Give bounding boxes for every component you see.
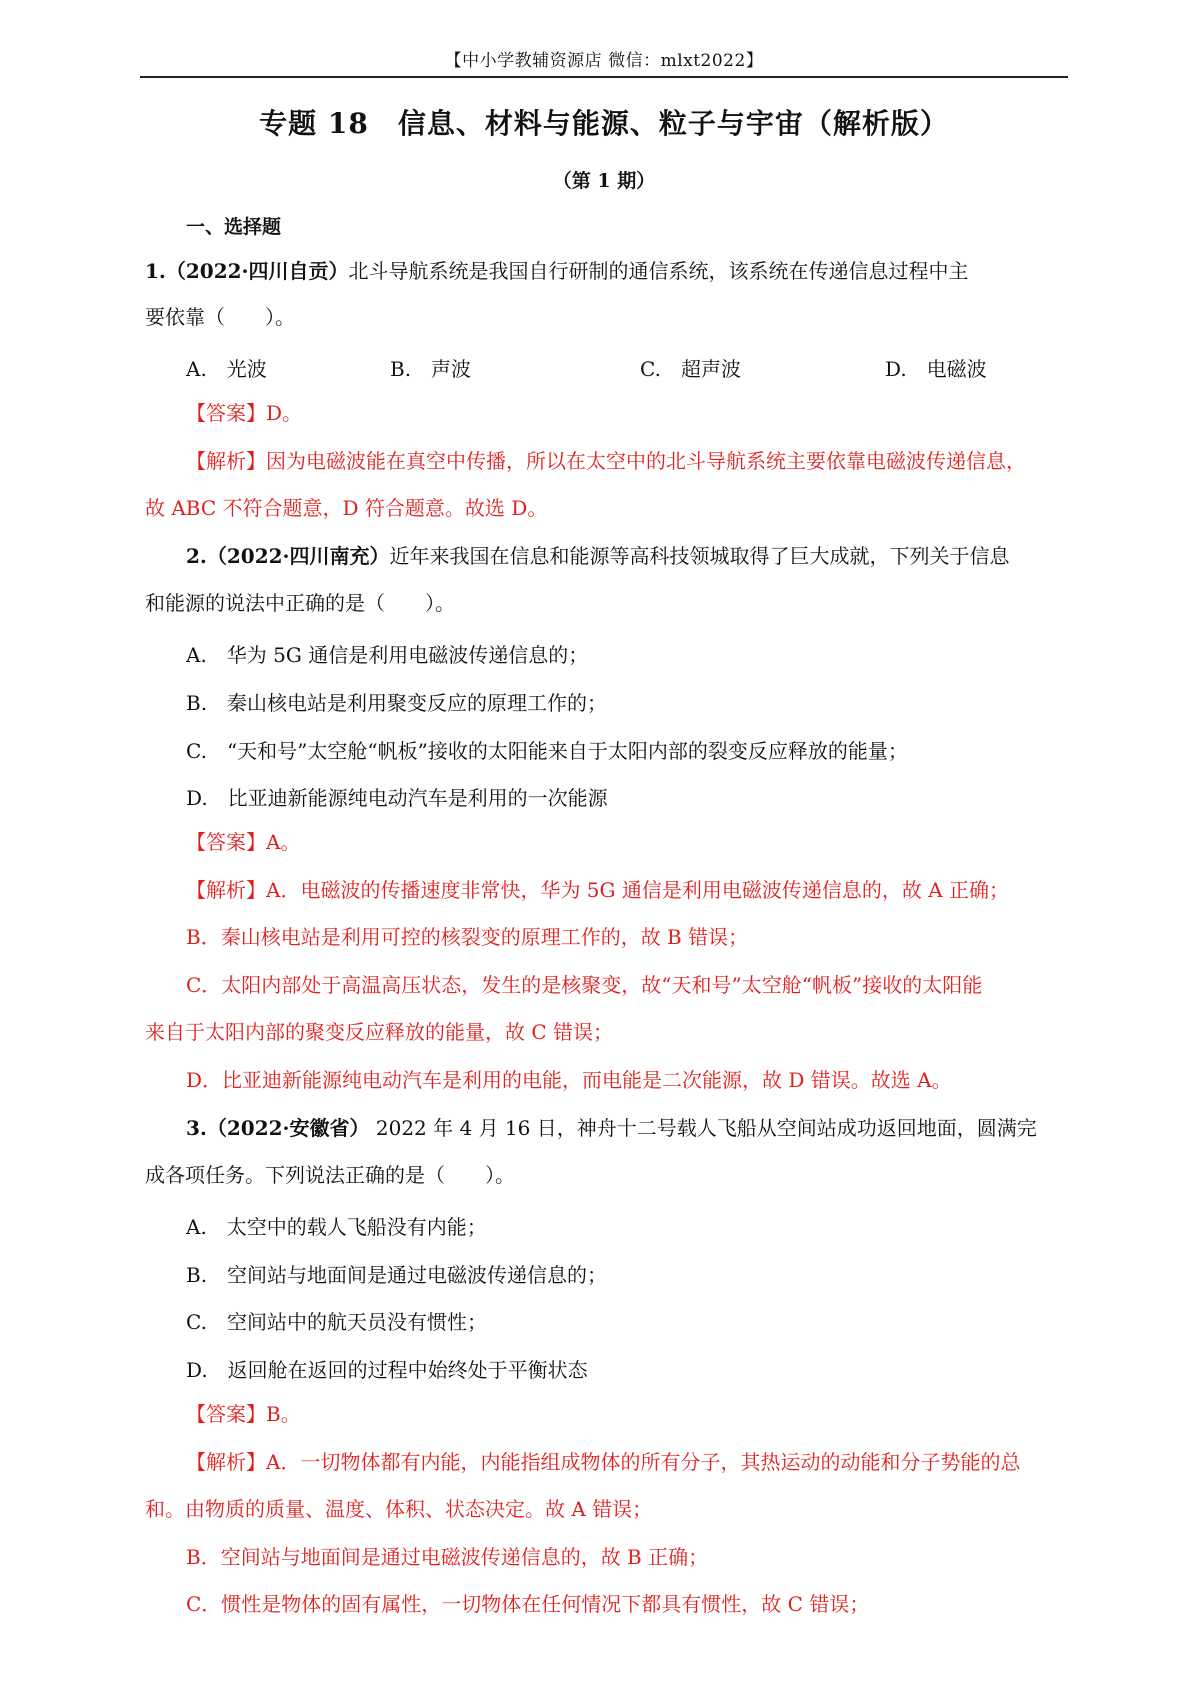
question-2-line-1	[186, 544, 1010, 568]
q3-analysis-line-2: 和。由物质的质量、温度、体积、状态决定。故 A 错误；	[145, 1497, 653, 1521]
q2-analysis-line-4: 来自于太阳内部的聚变反应释放的能量，故 C 错误；	[145, 1020, 614, 1044]
question-2-source: 2.（2022·四川南充）	[186, 544, 390, 568]
q1-option-c: C. 超声波	[640, 357, 741, 381]
q1-analysis-line-2: 故 ABC 不符合题意，D 符合题意。故选 D。	[145, 496, 548, 520]
question-3-line-1	[186, 1116, 1037, 1140]
q2-answer: 【答案】A。	[186, 830, 301, 854]
question-1-line-2: 要依靠（ ）。	[145, 305, 295, 329]
q1-option-b: B. 声波	[390, 357, 472, 381]
q3-analysis-line-1: 【解析】A．一切物体都有内能，内能指组成物体的所有分子，其热运动的动能和分子势能的总	[186, 1450, 1021, 1474]
question-1-stem: 北斗导航系统是我国自行研制的通信系统，该系统在传递信息过程中主	[348, 259, 969, 283]
q3-option-d: D. 返回舱在返回的过程中始终处于平衡状态	[186, 1358, 588, 1382]
q3-analysis-line-4: C．惯性是物体的固有属性，一切物体在任何情况下都具有惯性，故 C 错误；	[186, 1592, 870, 1616]
q2-analysis-line-5: D．比亚迪新能源纯电动汽车是利用的电能，而电能是二次能源，故 D 错误。故选 A。	[186, 1068, 952, 1092]
q3-analysis-line-3: B．空间站与地面间是通过电磁波传递信息的，故 B 正确；	[186, 1545, 709, 1569]
page-header: 【中小学教辅资源店 微信：mlxt2022】	[444, 51, 764, 71]
q1-answer: 【答案】D。	[186, 401, 303, 425]
page-title: 专题 18 信息、材料与能源、粒子与宇宙（解析版）	[259, 107, 949, 140]
question-3-stem: 2022 年 4 月 16 日，神舟十二号载人飞船从空间站成功返回地面，圆满完	[375, 1116, 1037, 1140]
q1-option-d: D. 电磁波	[885, 357, 987, 381]
q1-option-a: A. 光波	[186, 357, 267, 381]
question-3-source: 3.（2022·安徽省）	[186, 1116, 370, 1140]
q2-option-c: C. “天和号”太空舱“帆板”接收的太阳能来自于太阳内部的裂变反应释放的能量；	[186, 739, 908, 763]
q2-analysis-line-2: B．秦山核电站是利用可控的核裂变的原理工作的，故 B 错误；	[186, 925, 749, 949]
question-2-line-2: 和能源的说法中正确的是（ ）。	[145, 591, 455, 615]
q2-analysis-line-3: C．太阳内部处于高温高压状态，发生的是核聚变，故“天和号”太空舱“帆板”接收的太阳能	[186, 973, 983, 997]
q3-answer: 【答案】B。	[186, 1402, 301, 1426]
q2-analysis-line-1: 【解析】A．电磁波的传播速度非常快，华为 5G 通信是利用电磁波传递信息的，故 A 正确；	[186, 878, 1010, 902]
q3-option-b: B. 空间站与地面间是通过电磁波传递信息的；	[186, 1263, 608, 1287]
q2-option-a: A. 华为 5G 通信是利用电磁波传递信息的；	[186, 643, 589, 667]
question-1-line-1	[145, 259, 969, 283]
question-2-stem: 近年来我国在信息和能源等高科技领城取得了巨大成就，下列关于信息	[389, 544, 1010, 568]
q3-option-c: C. 空间站中的航天员没有惯性；	[186, 1310, 487, 1334]
section-heading: 一、选择题	[186, 216, 282, 238]
q2-option-b: B. 秦山核电站是利用聚变反应的原理工作的；	[186, 691, 608, 715]
page-subtitle: （第 1 期）	[552, 170, 656, 192]
question-1-source: 1.（2022·四川自贡）	[145, 259, 349, 283]
header-rule	[140, 76, 1068, 78]
q3-option-a: A. 太空中的载人飞船没有内能；	[186, 1215, 487, 1239]
q2-option-d: D. 比亚迪新能源纯电动汽车是利用的一次能源	[186, 786, 608, 810]
question-3-line-2: 成各项任务。下列说法正确的是（ ）。	[145, 1163, 515, 1187]
q1-analysis-line-1: 【解析】因为电磁波能在真空中传播，所以在太空中的北斗导航系统主要依靠电磁波传递信息，	[186, 449, 1026, 473]
